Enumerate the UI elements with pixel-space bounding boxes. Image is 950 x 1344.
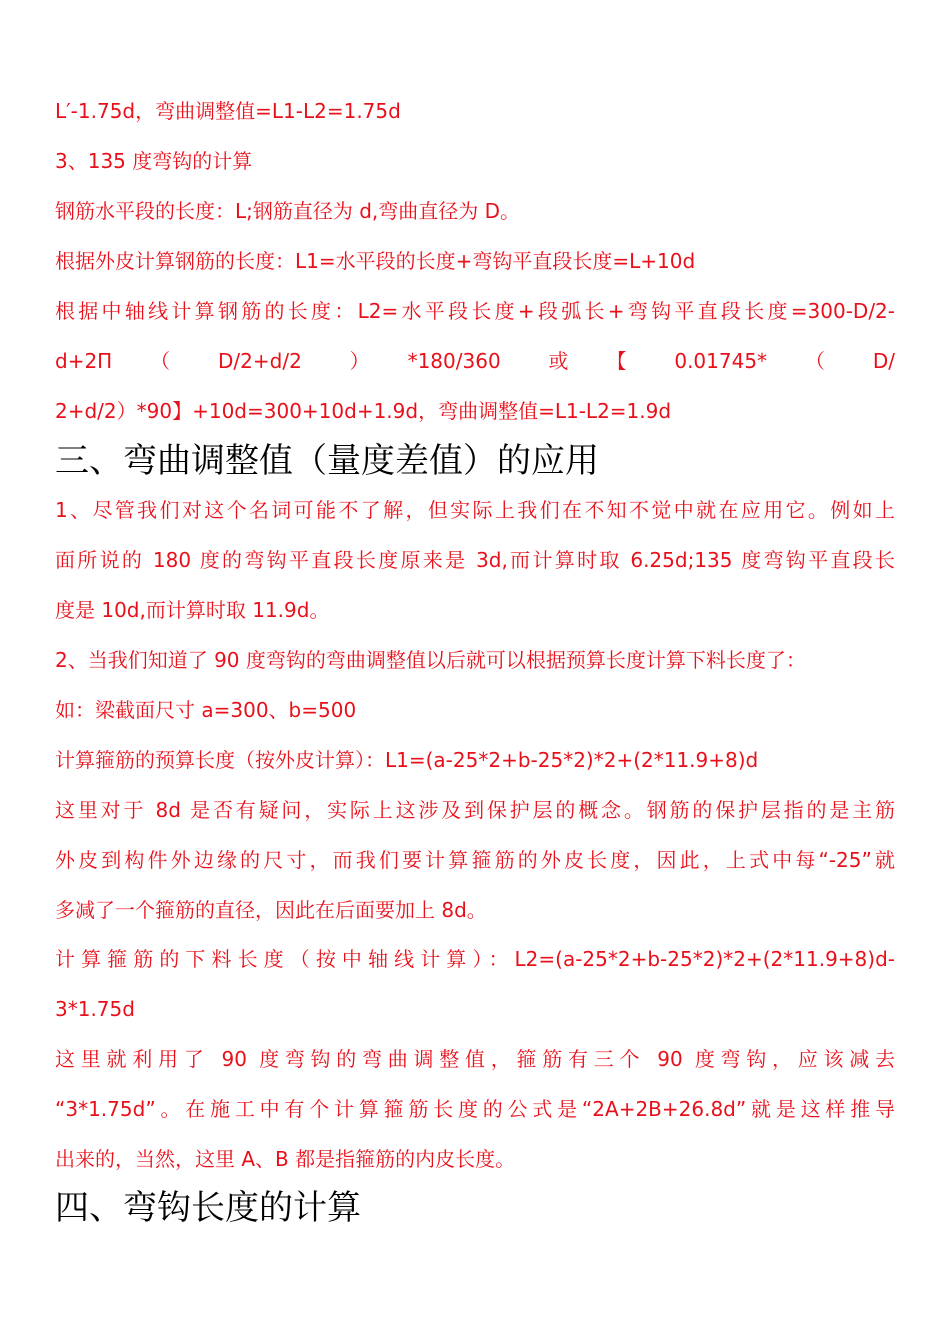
text-line: 1、尽管我们对这个名词可能不了解，但实际上我们在不知不觉中就在应用它。例如上 <box>55 498 895 522</box>
section-heading: 三、弯曲调整值（量度差值）的应用 <box>55 441 599 481</box>
text-line: “3*1.75d”。在施工中有个计算箍筋长度的公式是“2A+2B+26.8d”就是这样推导 <box>55 1097 895 1121</box>
text-line: 计算箍筋的下料长度（按中轴线计算）：L2=(a-25*2+b-25*2)*2+(2*11.9+8)d- <box>55 947 895 971</box>
text-line: d+2Π （ D/2+d/2 ） *180/360 或 【 0.01745* （ D/ <box>55 349 895 373</box>
text-line: 3*1.75d <box>55 997 135 1021</box>
text-line: 度是 10d,而计算时取 11.9d。 <box>55 598 330 622</box>
section-heading: 四、弯钩长度的计算 <box>55 1188 361 1228</box>
text-line: 面所说的 180 度的弯钩平直段长度原来是 3d,而计算时取 6.25d;135 度弯钩平直段长 <box>55 548 895 572</box>
text-line: 钢筋水平段的长度：L;钢筋直径为 d,弯曲直径为 D。 <box>55 199 521 223</box>
text-line: 出来的，当然，这里 A、B 都是指箍筋的内皮长度。 <box>55 1147 516 1171</box>
text-line: 计算箍筋的预算长度（按外皮计算）：L1=(a-25*2+b-25*2)*2+(2*11.9+8)d <box>55 748 759 772</box>
text-line: 如：梁截面尺寸 a=300、b=500 <box>55 698 357 722</box>
text-line: L′-1.75d，弯曲调整值=L1-L2=1.75d <box>55 99 401 123</box>
text-line: 根据外皮计算钢筋的长度：L1=水平段的长度+弯钩平直段长度=L+10d <box>55 249 696 273</box>
text-line: 2+d/2）*90】+10d=300+10d+1.9d，弯曲调整值=L1-L2=1.9d <box>55 399 672 423</box>
text-line: 这里就利用了 90 度弯钩的弯曲调整值，箍筋有三个 90 度弯钩，应该减去 <box>55 1047 895 1071</box>
section-subheading: 3、135 度弯钩的计算 <box>55 149 253 173</box>
text-line: 多减了一个箍筋的直径，因此在后面要加上 8d。 <box>55 898 487 922</box>
text-line: 这里对于 8d 是否有疑问，实际上这涉及到保护层的概念。钢筋的保护层指的是主筋 <box>55 798 895 822</box>
text-line: 根据中轴线计算钢筋的长度：L2=水平段长度+段弧长+弯钩平直段长度=300-D/2- <box>55 299 895 323</box>
text-line: 外皮到构件外边缘的尺寸，而我们要计算箍筋的外皮长度，因此，上式中每“-25”就 <box>55 848 895 872</box>
text-line: 2、当我们知道了 90 度弯钩的弯曲调整值以后就可以根据预算长度计算下料长度了： <box>55 648 806 672</box>
